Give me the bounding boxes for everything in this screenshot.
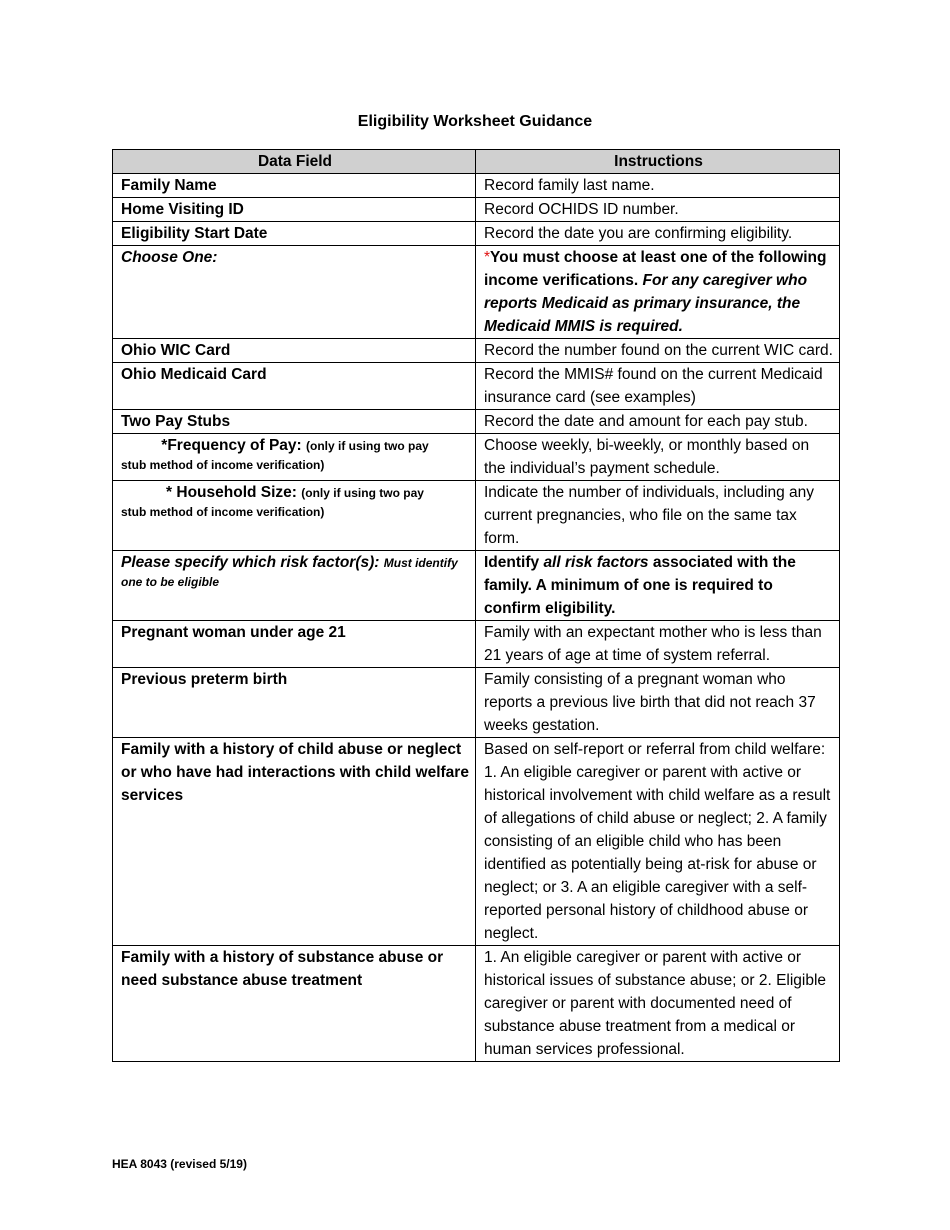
field-cell: Two Pay Stubs <box>113 410 476 434</box>
instruction-bold-text: You must choose at least one of the following income verifications. <box>484 249 827 289</box>
instruction-cell: Based on self-report or referral from child welfare: 1. An eligible caregiver or parent with active or historical involvement with child welfare as a result of allegations of child abuse or neglect; 2. A family consisting of an eligible child who has been identified as potentially being at-risk for abuse or neglect; or 3. A an eligible caregiver with a self-reported personal history of childhood abuse or neglect. <box>476 738 840 946</box>
instruction-text: Identify <box>484 554 540 571</box>
instruction-cell: Record OCHIDS ID number. <box>476 198 840 222</box>
instruction-emphasis-text: For any caregiver who reports Medicaid as primary insurance, the Medicaid MMIS is required. <box>484 272 808 335</box>
field-note-text: stub method of income verification) <box>121 458 325 472</box>
field-cell: Family with a history of substance abuse or need substance abuse treatment <box>113 946 476 1062</box>
field-main-text: * Household Size: <box>166 484 297 501</box>
field-note-text: Must identify <box>383 556 458 570</box>
field-cell: Previous preterm birth <box>113 668 476 738</box>
required-star: * <box>484 249 491 266</box>
table-row <box>113 551 840 621</box>
page-title: Eligibility Worksheet Guidance <box>357 113 593 130</box>
instruction-cell: Record the MMIS# found on the current Medicaid insurance card (see examples) <box>476 363 840 410</box>
instruction-emphasis-text: all risk factors <box>543 554 649 571</box>
table-row <box>113 222 840 246</box>
guidance-table <box>112 149 840 1062</box>
field-cell: Pregnant woman under age 21 <box>113 621 476 668</box>
column-header-instructions: Instructions <box>476 150 840 174</box>
instruction-cell: Choose weekly, bi-weekly, or monthly based on the individual’s payment schedule. <box>476 434 840 481</box>
field-cell <box>113 551 476 621</box>
instruction-cell: Indicate the number of individuals, including any current pregnancies, who file on the same tax form. <box>476 481 840 551</box>
field-cell <box>113 434 476 481</box>
field-cell: Choose One: <box>113 246 476 339</box>
table-row <box>113 946 840 1062</box>
instruction-cell: Record the number found on the current WIC card. <box>476 339 840 363</box>
instruction-cell: Family with an expectant mother who is less than 21 years of age at time of system referral. <box>476 621 840 668</box>
table-row <box>113 738 840 946</box>
instruction-cell <box>476 246 840 339</box>
field-main-text: Please specify which risk factor(s): <box>121 554 380 571</box>
table-row <box>113 434 840 481</box>
instruction-cell: 1. An eligible caregiver or parent with active or historical issues of substance abuse; or 2. Eligible caregiver or parent with documented need of substance abuse treatment from a medical or human services professional. <box>476 946 840 1062</box>
field-cell: Family with a history of child abuse or neglect or who have had interactions with child welfare services <box>113 738 476 946</box>
column-header-data-field: Data Field <box>113 150 476 174</box>
field-main-text: *Frequency of Pay: <box>161 437 302 454</box>
instruction-cell: Family consisting of a pregnant woman who reports a previous live birth that did not reach 37 weeks gestation. <box>476 668 840 738</box>
field-cell: Ohio WIC Card <box>113 339 476 363</box>
table-row <box>113 246 840 339</box>
field-cell <box>113 481 476 551</box>
instruction-cell: Record the date you are confirming eligibility. <box>476 222 840 246</box>
field-cell: Family Name <box>113 174 476 198</box>
instruction-cell: Record the date and amount for each pay stub. <box>476 410 840 434</box>
field-note-text: (only if using two pay <box>301 486 424 500</box>
field-cell: Home Visiting ID <box>113 198 476 222</box>
table-row <box>113 410 840 434</box>
field-note-text: stub method of income verification) <box>121 505 325 519</box>
table-row <box>113 621 840 668</box>
table-header-row <box>113 150 840 174</box>
table-row <box>113 363 840 410</box>
table-row <box>113 339 840 363</box>
form-footer: HEA 8043 (revised 5/19) <box>112 1157 247 1171</box>
table-row <box>113 481 840 551</box>
table-row <box>113 198 840 222</box>
field-cell: Ohio Medicaid Card <box>113 363 476 410</box>
field-cell: Eligibility Start Date <box>113 222 476 246</box>
instruction-text: associated with the family. A minimum of one is required to confirm eligibility. <box>484 554 796 617</box>
instruction-cell: Record family last name. <box>476 174 840 198</box>
table-row <box>113 174 840 198</box>
field-note-text: one to be eligible <box>121 575 220 589</box>
table-row <box>113 668 840 738</box>
field-note-text: (only if using two pay <box>306 439 429 453</box>
instruction-cell <box>476 551 840 621</box>
